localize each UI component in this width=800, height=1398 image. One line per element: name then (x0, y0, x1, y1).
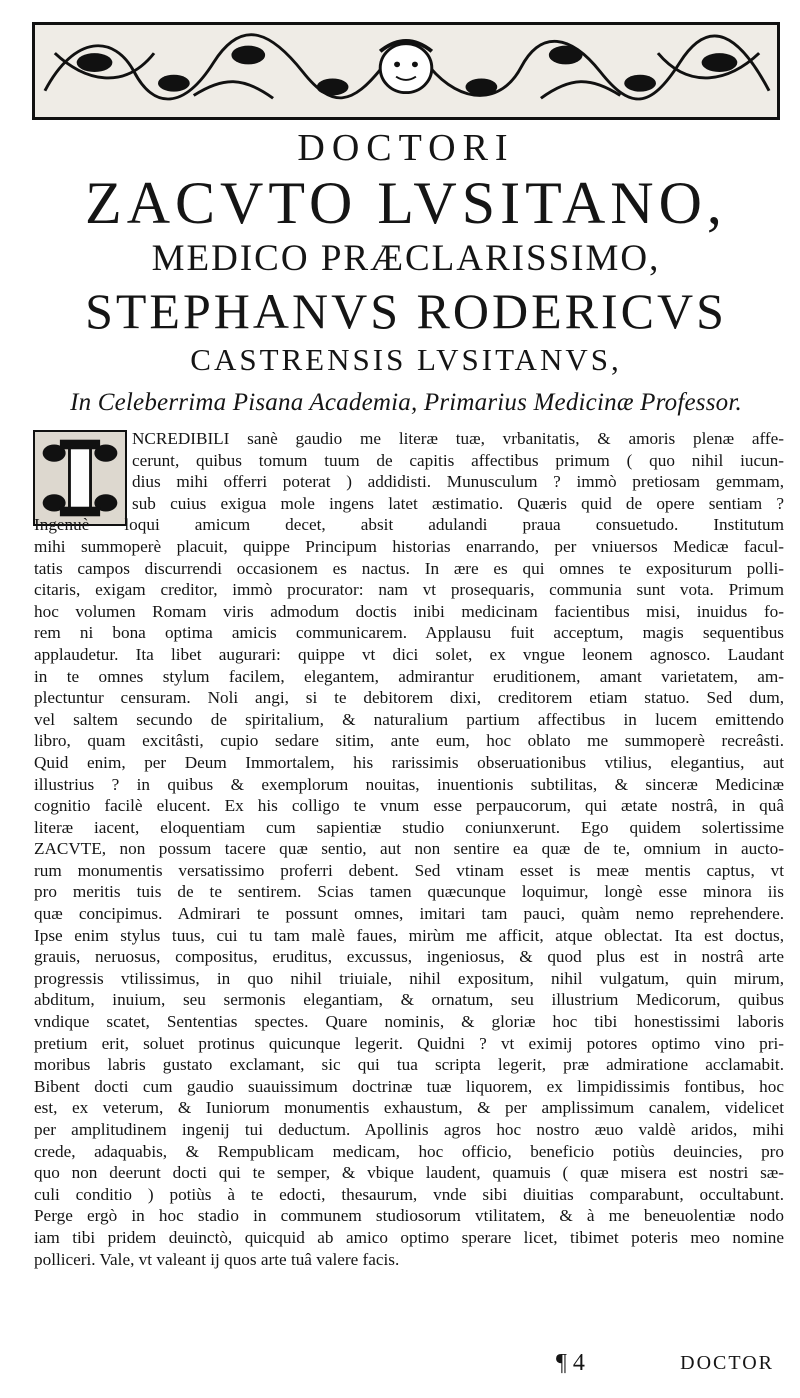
text-line: abditum, inuium, seu sermonis elegantiam, & ornatum, seu illustrium Medicorum, quibus (34, 990, 784, 1010)
title-line-castrensis: CASTRENSIS LVSITANVS, (190, 342, 622, 377)
text-line: libro, quam excitâsti, cupio sedare sitim, ante eum, hoc oblato me summoperè recreâsti. (34, 731, 784, 751)
text-line: mihi summoperè placuit, quippe Principum historias enarrando, per vniuersos Medicæ facul- (34, 536, 784, 556)
text-line: est, ex veterum, & Iuniorum monumentis exhaustum, & per amplissimum canalem, videlicet (34, 1098, 784, 1118)
text-line: rum monumentis versatissimo proferri debent. Sed vtinam esset is meæ mentis captus, vt (34, 860, 784, 880)
text-line: Perge ergò in hoc stadio in communem studiosorum vtilitatem, & à me beneuolentiæ nodo (34, 1206, 784, 1226)
letter-body (34, 428, 784, 1270)
text-line: quo non deerunt docti qui te semper, & vbique laudent, quamuis ( quæ misera est nostri sæ- (34, 1163, 784, 1183)
text-line: cerunt, quibus tomum tuum de capitis affectibus primum ( quo nihil iucun- (132, 450, 784, 470)
ornamental-headpiece (32, 22, 780, 120)
text-line: hoc volumen Romam viris admodum doctis inibi medicinam facientibus misi, inuidus fo- (34, 601, 784, 621)
text-line: sub cuius exigua mole ingens latet æstimatio. Quæris quid de opere sentiam ? (132, 493, 784, 513)
page-footer (30, 1350, 782, 1380)
text-line: crede, adaquabis, & Rempublicam medicam, hoc officio, beneficio potiùs deuincies, pro (34, 1141, 784, 1161)
title-line-medico: MEDICO PRÆCLARISSIMO, (151, 238, 661, 279)
text-line: Ingenuè loqui amicum decet, absit adulandi praua consuetudo. Institutum (34, 515, 784, 535)
text-line: progressis vtilissimus, in quo nihil triuiale, nihil expositum, nihil vulgatum, quin mirum, (34, 968, 784, 988)
text-line: dius mihi offerri poterat ) addidisti. Munusculum ? immò pretiosam gemmam, (132, 472, 784, 492)
text-line: rem ni bona optima amicis communicarem. Applausu fuit acceptum, magis sequentibus (34, 623, 784, 643)
text-line: applaudetur. Ita libet augurari: quippe vt dici solet, ex vngue leonem agnosco. Laudant (34, 644, 784, 664)
foliage-ornament-icon (35, 25, 777, 117)
text-line: moribus labris gustato exclamant, sic qui tua scripta legerit, præ admiratione acclamabit. (34, 1055, 784, 1075)
text-line: vel saltem secundo de spiritalium, & naturalium partium affectibus in lucem emittendo (34, 709, 784, 729)
text-line: NCREDIBILI sanè gaudio me literæ tuæ, vrbanitatis, & amoris plenæ affe- (132, 429, 784, 448)
text-line: pretium erit, soluet protinus quicunque legerit. Quidni ? vt eximij potores optimo vino pri- (34, 1033, 784, 1053)
title-line-professor: In Celeberrima Pisana Academia, Primarius Medicinæ Professor. (70, 389, 742, 416)
title-line-stephanus: STEPHANVS RODERICVS (85, 283, 727, 339)
text-line: literæ iacent, eloquentiam cum sapientiæ studio coniunxerunt. Ego quidem solertissime (34, 817, 784, 837)
text-line: quæ concipimus. Admirari te possunt omnes, imitari tam pauci, quàm nemo reprehendere. (34, 904, 784, 924)
text-line: polliceri. Vale, vt valeant ij quos arte tuâ valere facis. (34, 1249, 400, 1269)
text-line: Bibent docti cum gaudio suauissimum doctrinæ tuæ liquorem, ex limpidissimis fontibus, hoc (34, 1076, 784, 1096)
text-line: cognitio facilè elucent. Ex his colligo te vnum esse perpaucorum, qui ætate nostrâ, in quâ (34, 796, 784, 816)
text-line: iam tibi pridem deuinctò, quicquid ab amico optimo sperare licet, tibimet poteris meo nomine (34, 1227, 784, 1247)
text-line: culi conditio ) potiùs à te edocti, thesaurum, vnde sibi diuitias comparabunt, occultabunt. (34, 1184, 784, 1204)
text-line: vndique scatet, Sententias spectes. Quare nominis, & gloriæ hoc tibi honestissimi laboris (34, 1012, 784, 1032)
text-line: ZACVTE, non possum tacere quæ sentio, aut non sentire ea quæ de te, omnium in aucto- (34, 839, 784, 859)
title-block (30, 122, 782, 420)
text-line: tatis campos discurrendi occasionem es nactus. In ære es qui omnes te expositurum polli- (34, 558, 784, 578)
title-line-zacuto: ZACVTO LVSITANO, (85, 170, 727, 236)
text-line: in te omnes stylum facilem, elegantem, admirantur eruditionem, amant varietatem, am- (34, 666, 784, 686)
text-line: illustrius ? in quibus & exemplorum nouitas, inuentionis subtilitas, & sinceræ Medicinæ (34, 774, 784, 794)
text-line: citaris, exigam creditor, immò procurator: nam vt prosequaris, communia sunt vota. Primum (34, 580, 784, 600)
text-line: per amplitudinem ingenij tui deductum. Apollinis agros hoc nostro æuo valdè aridos, mihi (34, 1120, 784, 1139)
text-line: grauis, neruosus, compositus, eruditus, excussus, ingeniosus, & quod plus est in nostrâ arte (34, 947, 784, 967)
text-line: Quid enim, per Deum Immortalem, his rarissimis obseruationibus vtilius, elegantius, aut (34, 752, 784, 772)
signature-mark: ¶ 4 (556, 1350, 585, 1376)
text-line: pro meritis tuis de te sentirem. Scias tamen quæcunque loquimur, longè esse minora iis (34, 882, 784, 902)
catchword: DOCTOR (680, 1352, 774, 1374)
title-line-doctori: DOCTORI (297, 127, 515, 169)
text-line: Ipse enim stylus tuus, cui tu tam malè faues, mirùm me afficit, atque oblectat. Ita est doctus, (34, 925, 784, 945)
text-line: plectuntur censuram. Noli angi, si te debitorem dixi, creditorem etiam statuo. Sed dum, (34, 688, 784, 708)
